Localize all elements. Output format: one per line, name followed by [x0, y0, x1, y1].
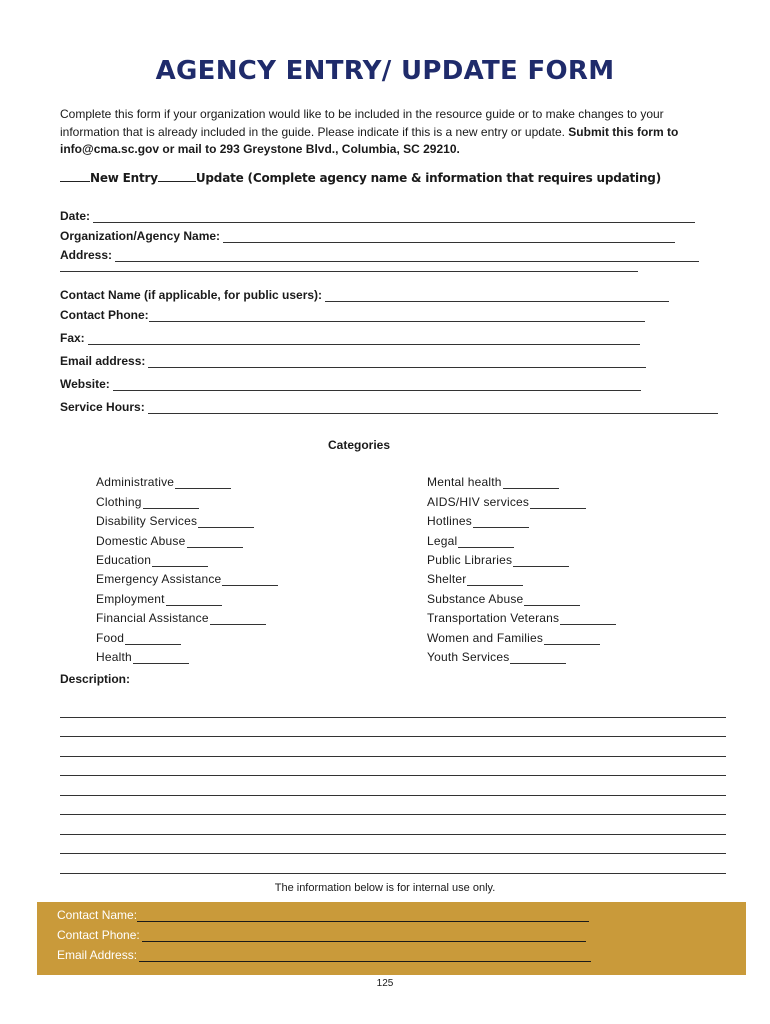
- description-label: Description:: [60, 672, 131, 686]
- category-label: Education: [96, 552, 152, 567]
- description-line[interactable]: [60, 795, 726, 796]
- category-blank[interactable]: [152, 557, 208, 567]
- internal-email-field: [57, 948, 591, 962]
- category-label: Transportation Veterans: [427, 611, 560, 626]
- category-item: [96, 625, 278, 644]
- category-blank[interactable]: [198, 518, 254, 528]
- category-blank[interactable]: [187, 538, 243, 548]
- category-item: [427, 528, 616, 547]
- category-label: Financial Assistance: [96, 611, 209, 626]
- category-blank[interactable]: [513, 557, 569, 567]
- category-label: Hotlines: [427, 514, 472, 529]
- page-title: AGENCY ENTRY/ UPDATE FORM: [155, 56, 615, 86]
- address-field: [60, 248, 699, 262]
- category-label: Youth Services: [427, 649, 510, 664]
- new-entry-label: New Entry: [90, 171, 158, 185]
- category-label: Women and Families: [427, 630, 544, 645]
- internal-contact-name-line[interactable]: [137, 911, 589, 922]
- category-item: [96, 606, 278, 625]
- internal-use-note: The information below is for internal use only.: [274, 882, 496, 894]
- email-input-line[interactable]: [148, 357, 646, 368]
- category-label: Mental health: [427, 475, 502, 490]
- category-item: [96, 489, 278, 508]
- description-line[interactable]: [60, 814, 726, 815]
- category-item: [427, 489, 616, 508]
- category-blank[interactable]: [143, 499, 199, 509]
- description-line[interactable]: [60, 736, 726, 737]
- category-item: [427, 470, 616, 489]
- internal-contact-phone-line[interactable]: [142, 931, 586, 942]
- description-line[interactable]: [60, 873, 726, 874]
- website-label: Website:: [60, 377, 110, 391]
- internal-contact-name-label: Contact Name:: [57, 908, 138, 922]
- website-field: [60, 377, 641, 391]
- email-label: Email address:: [60, 354, 146, 368]
- update-blank[interactable]: [158, 170, 196, 182]
- category-blank[interactable]: [133, 654, 189, 664]
- category-item: [427, 625, 616, 644]
- address-input-line-2[interactable]: [60, 271, 638, 272]
- internal-use-box: [37, 902, 746, 975]
- category-item: [96, 548, 278, 567]
- category-label: Shelter: [427, 572, 467, 587]
- category-blank[interactable]: [458, 538, 514, 548]
- contact-phone-field: [60, 308, 645, 322]
- category-label: Administrative: [96, 475, 175, 490]
- organization-label: Organization/Agency Name:: [60, 229, 221, 243]
- address-label: Address:: [60, 248, 113, 262]
- category-label: Legal: [427, 533, 458, 548]
- intro-paragraph: [60, 106, 720, 159]
- category-item: [427, 606, 616, 625]
- internal-contact-name-field: [57, 908, 589, 922]
- category-item: [96, 470, 278, 489]
- category-blank[interactable]: [560, 615, 616, 625]
- category-item: [427, 586, 616, 605]
- category-blank[interactable]: [473, 518, 529, 528]
- date-field: [60, 209, 695, 223]
- categories-left-column: [96, 470, 278, 664]
- category-blank[interactable]: [530, 499, 586, 509]
- fax-field: [60, 331, 640, 345]
- category-blank[interactable]: [125, 635, 181, 645]
- new-entry-blank[interactable]: [60, 170, 90, 182]
- category-label: Employment: [96, 591, 165, 606]
- category-item: [427, 548, 616, 567]
- intro-text: Complete this form if your organization would like to be included in the resource guide or to make changes to your information that is already included in the guide. Please indicate if this is a new entry or update.: [60, 107, 664, 139]
- service-hours-input-line[interactable]: [148, 403, 718, 414]
- category-label: Clothing: [96, 494, 142, 509]
- category-blank[interactable]: [166, 596, 222, 606]
- submission-instructions: Submit this form to info@cma.sc.gov or mail to 293 Greystone Blvd., Columbia, SC 29210.: [60, 124, 679, 156]
- category-label: AIDS/HIV services: [427, 494, 530, 509]
- category-blank[interactable]: [503, 479, 559, 489]
- category-label: Disability Services: [96, 514, 198, 529]
- internal-contact-phone-label: Contact Phone:: [57, 928, 140, 942]
- category-label: Emergency Assistance: [96, 572, 222, 587]
- organization-field: [60, 229, 675, 243]
- category-item: [427, 509, 616, 528]
- categories-right-column: [427, 470, 616, 664]
- category-blank[interactable]: [467, 576, 523, 586]
- category-blank[interactable]: [210, 615, 266, 625]
- contact-phone-input-line[interactable]: [149, 311, 645, 322]
- category-blank[interactable]: [175, 479, 231, 489]
- internal-email-label: Email Address:: [57, 948, 138, 962]
- category-label: Substance Abuse: [427, 591, 524, 606]
- category-blank[interactable]: [544, 635, 600, 645]
- update-label: Update (Complete agency name & information that requires updating): [195, 171, 661, 185]
- internal-email-line[interactable]: [139, 951, 591, 962]
- category-blank[interactable]: [524, 596, 580, 606]
- date-label: Date:: [60, 209, 91, 223]
- description-line[interactable]: [60, 717, 726, 718]
- website-input-line[interactable]: [113, 380, 641, 391]
- email-field: [60, 354, 646, 368]
- service-hours-label: Service Hours:: [60, 400, 145, 414]
- category-item: [96, 509, 278, 528]
- category-label: Domestic Abuse: [96, 533, 186, 548]
- category-item: [96, 567, 278, 586]
- contact-name-label: Contact Name (if applicable, for public users):: [60, 288, 323, 302]
- categories-heading: Categories: [327, 438, 391, 452]
- category-blank[interactable]: [222, 576, 278, 586]
- description-line[interactable]: [60, 853, 726, 854]
- category-blank[interactable]: [510, 654, 566, 664]
- category-label: Health: [96, 649, 132, 664]
- category-label: Public Libraries: [427, 552, 513, 567]
- page-number: 125: [376, 978, 394, 989]
- contact-name-input-line[interactable]: [325, 291, 669, 302]
- fax-label: Fax:: [60, 331, 85, 345]
- category-item: [96, 528, 278, 547]
- date-input-line[interactable]: [93, 212, 695, 223]
- description-line[interactable]: [60, 756, 726, 757]
- organization-input-line[interactable]: [223, 232, 675, 243]
- service-hours-field: [60, 400, 718, 414]
- internal-contact-phone-field: [57, 928, 586, 942]
- contact-phone-label: Contact Phone:: [60, 308, 149, 322]
- category-label: Food: [96, 630, 125, 645]
- contact-name-field: [60, 288, 669, 302]
- entry-type-row: [60, 170, 661, 185]
- category-item: [427, 567, 616, 586]
- category-item: [96, 586, 278, 605]
- description-line[interactable]: [60, 775, 726, 776]
- description-line[interactable]: [60, 834, 726, 835]
- category-item: [96, 645, 278, 664]
- address-input-line[interactable]: [115, 251, 699, 262]
- category-item: [427, 645, 616, 664]
- fax-input-line[interactable]: [88, 334, 640, 345]
